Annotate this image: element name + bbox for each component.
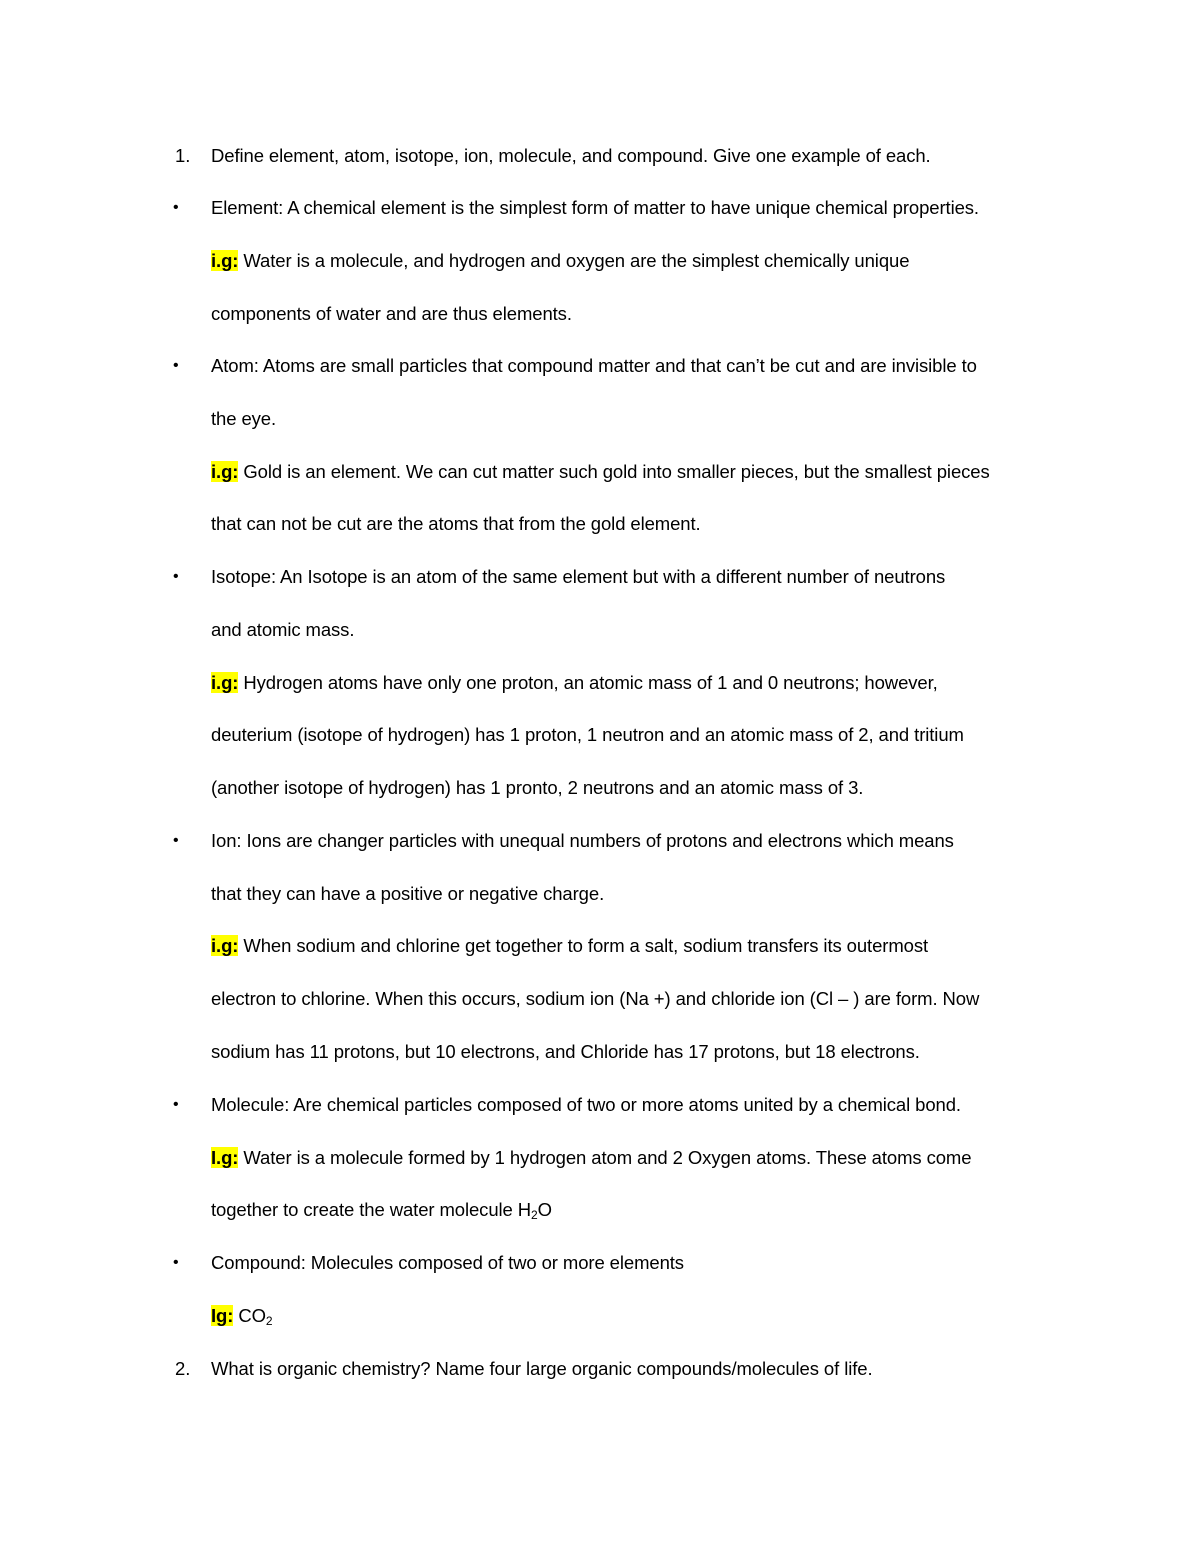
example-label: i.g: — [211, 672, 239, 693]
bullet-icon: • — [173, 1254, 179, 1271]
atom-example-line: that can not be cut are the atoms that from the gold element. — [211, 513, 701, 534]
question-text: What is organic chemistry? Name four large organic compounds/molecules of life. — [211, 1358, 873, 1379]
atom-example-line: i.g: Gold is an element. We can cut matter such gold into smaller pieces, but the smallest pieces — [211, 461, 990, 482]
bullet-icon: • — [173, 832, 179, 849]
example-label: I.g: — [211, 1147, 239, 1168]
element-example-line: i.g: Water is a molecule, and hydrogen and oxygen are the simplest chemically unique — [211, 250, 910, 271]
ion-definition: that they can have a positive or negative charge. — [211, 883, 605, 904]
isotope-example-line: (another isotope of hydrogen) has 1 pronto, 2 neutrons and an atomic mass of 3. — [211, 777, 864, 798]
molecule-example-line: together to create the water molecule $H_2O$ — [211, 1199, 552, 1222]
bullet-icon: • — [173, 357, 179, 374]
ion-example-line: i.g: When sodium and chlorine get together to form a salt, sodium transfers its outermost — [211, 935, 929, 956]
element-definition: Element: A chemical element is the simplest form of matter to have unique chemical properties. — [211, 197, 979, 218]
ion-definition: Ion: Ions are changer particles with unequal numbers of protons and electrons which means — [211, 830, 954, 851]
ion-example-line: electron to chlorine. When this occurs, sodium ion (Na +) and chloride ion (Cl – ) are form. Now — [211, 988, 980, 1009]
example-label: Ig: — [211, 1305, 234, 1326]
isotope-example-line: i.g: Hydrogen atoms have only one proton, an atomic mass of 1 and 0 neutrons; however, — [211, 672, 938, 693]
isotope-definition: and atomic mass. — [211, 619, 355, 640]
molecule-example-line: I.g: Water is a molecule formed by 1 hydrogen atom and 2 Oxygen atoms. These atoms come — [211, 1147, 972, 1168]
question-text: Define element, atom, isotope, ion, molecule, and compound. Give one example of each. — [211, 145, 931, 166]
bullet-icon: • — [173, 568, 179, 585]
bullet-icon: • — [173, 199, 179, 216]
example-label: i.g: — [211, 250, 239, 271]
atom-definition: Atom: Atoms are small particles that compound matter and that can’t be cut and are invisible to — [211, 355, 977, 376]
isotope-definition: Isotope: An Isotope is an atom of the same element but with a different number of neutrons — [211, 566, 946, 587]
example-label: i.g: — [211, 461, 239, 482]
element-example-line: components of water and are thus elements. — [211, 303, 572, 324]
question-number: 2. — [175, 1358, 191, 1379]
question-number: 1. — [175, 145, 191, 166]
isotope-example-line: deuterium (isotope of hydrogen) has 1 proton, 1 neutron and an atomic mass of 2, and tritium — [211, 724, 964, 745]
compound-example-line: Ig: $CO_2$ — [211, 1305, 273, 1328]
compound-definition: Compound: Molecules composed of two or more elements — [211, 1252, 684, 1273]
ion-example-line: sodium has 11 protons, but 10 electrons, and Chloride has 17 protons, but 18 electrons. — [211, 1041, 920, 1062]
example-label: i.g: — [211, 935, 239, 956]
molecule-definition: Molecule: Are chemical particles composed of two or more atoms united by a chemical bond. — [211, 1094, 961, 1115]
bullet-icon: • — [173, 1096, 179, 1113]
atom-definition: the eye. — [211, 408, 277, 429]
